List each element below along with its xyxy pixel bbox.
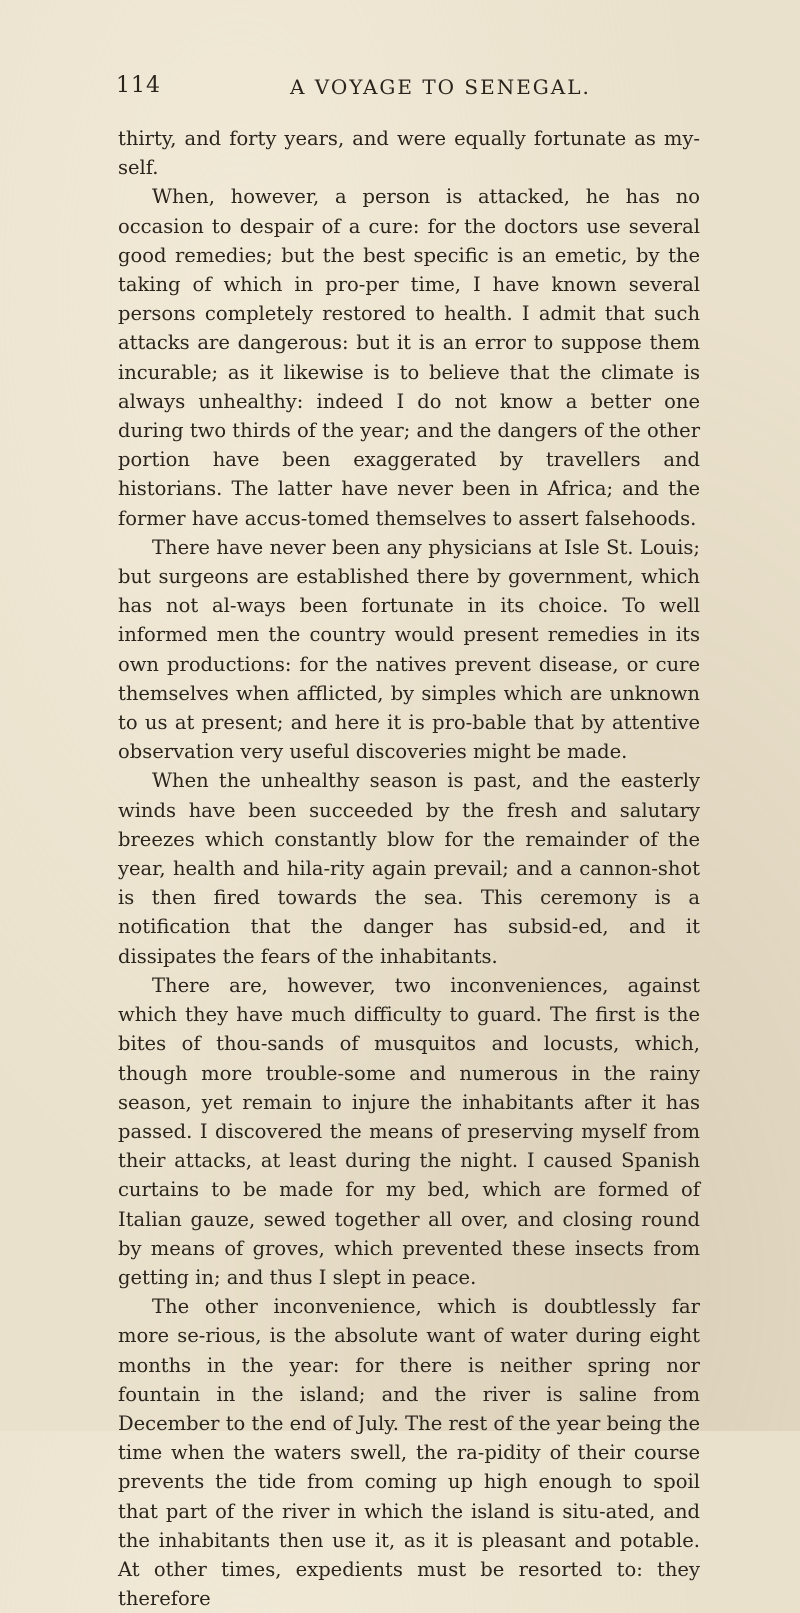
paragraph-continuation: thirty, and forty years, and were equally fortunate as my-self. [118,127,700,180]
paragraph-physicians: There have never been any physicians at Isle St. Louis; but surgeons are established there by government, which has not al-ways been fortunate in its choice. To well informed men the country would present remedies in its own productions: for the natives prevent disease, or cure themselves when afflicted, by simples which are unknown to us at present; and here it is pro-bable that by attentive observation very useful discoveries might be made. [118,535,700,764]
paragraph-remedies: When, however, a person is attacked, he has no occasion to despair of a cure: for the doctors use several good remedies; but the best specific is an emetic, by the taking of which in pro-per time, I have known several persons completely restored to health. I admit that such attacks are dangerous: but it is an error to suppose them incurable; as it likewise is to believe that the climate is always unhealthy: indeed I do not know a better one during two thirds of the year; and the dangers of the other portion have been exaggerated by travellers and historians. The latter have never been in Africa; and the former have accus-tomed themselves to assert falsehoods. [118,185,701,530]
body-text [118,124,700,1613]
page-number: 114 [116,73,161,98]
paragraph-insects: There are, however, two inconveniences, against which they have much difficulty to guard. The first is the bites of thou-sands of musquitos and locusts, which, though more trouble-some and numerous in the rainy season, yet remain to injure the inhabitants after it has passed. I discovered the means of preserving myself from their attacks, at least during the night. I caused Spanish curtains to be made for my bed, which are formed of Italian gauze, sewed together all over, and closing round by means of groves, which prevented these insects from getting in; and thus I slept in peace. [118,973,700,1289]
paragraph-water: The other inconvenience, which is doubtlessly far more se-rious, is the absolute want of water during eight months in the year: for there is neither spring nor fountain in the island; and the river is saline from December to the end of July. The rest of the year being the time when the waters swell, the ra-pidity of their course prevents the tide from coming up high enough to spoil that part of the river in which the island is situ-ated, and the inhabitants then use it, as it is pleasant and potable. At other times, expedients must be resorted to: they therefore [118,1295,700,1611]
paragraph-season: When the unhealthy season is past, and the easterly winds have been succeeded by the fresh and salutary breezes which constantly blow for the remainder of the year, health and hila-rity again prevail; and a cannon-shot is then fired towards the sea. This ceremony is a notification that the danger has subsid-ed, and it dissipates the fears of the inhabitants. [118,769,700,968]
running-head: A VOYAGE TO SENEGAL. [290,75,591,99]
page-header [0,73,800,105]
